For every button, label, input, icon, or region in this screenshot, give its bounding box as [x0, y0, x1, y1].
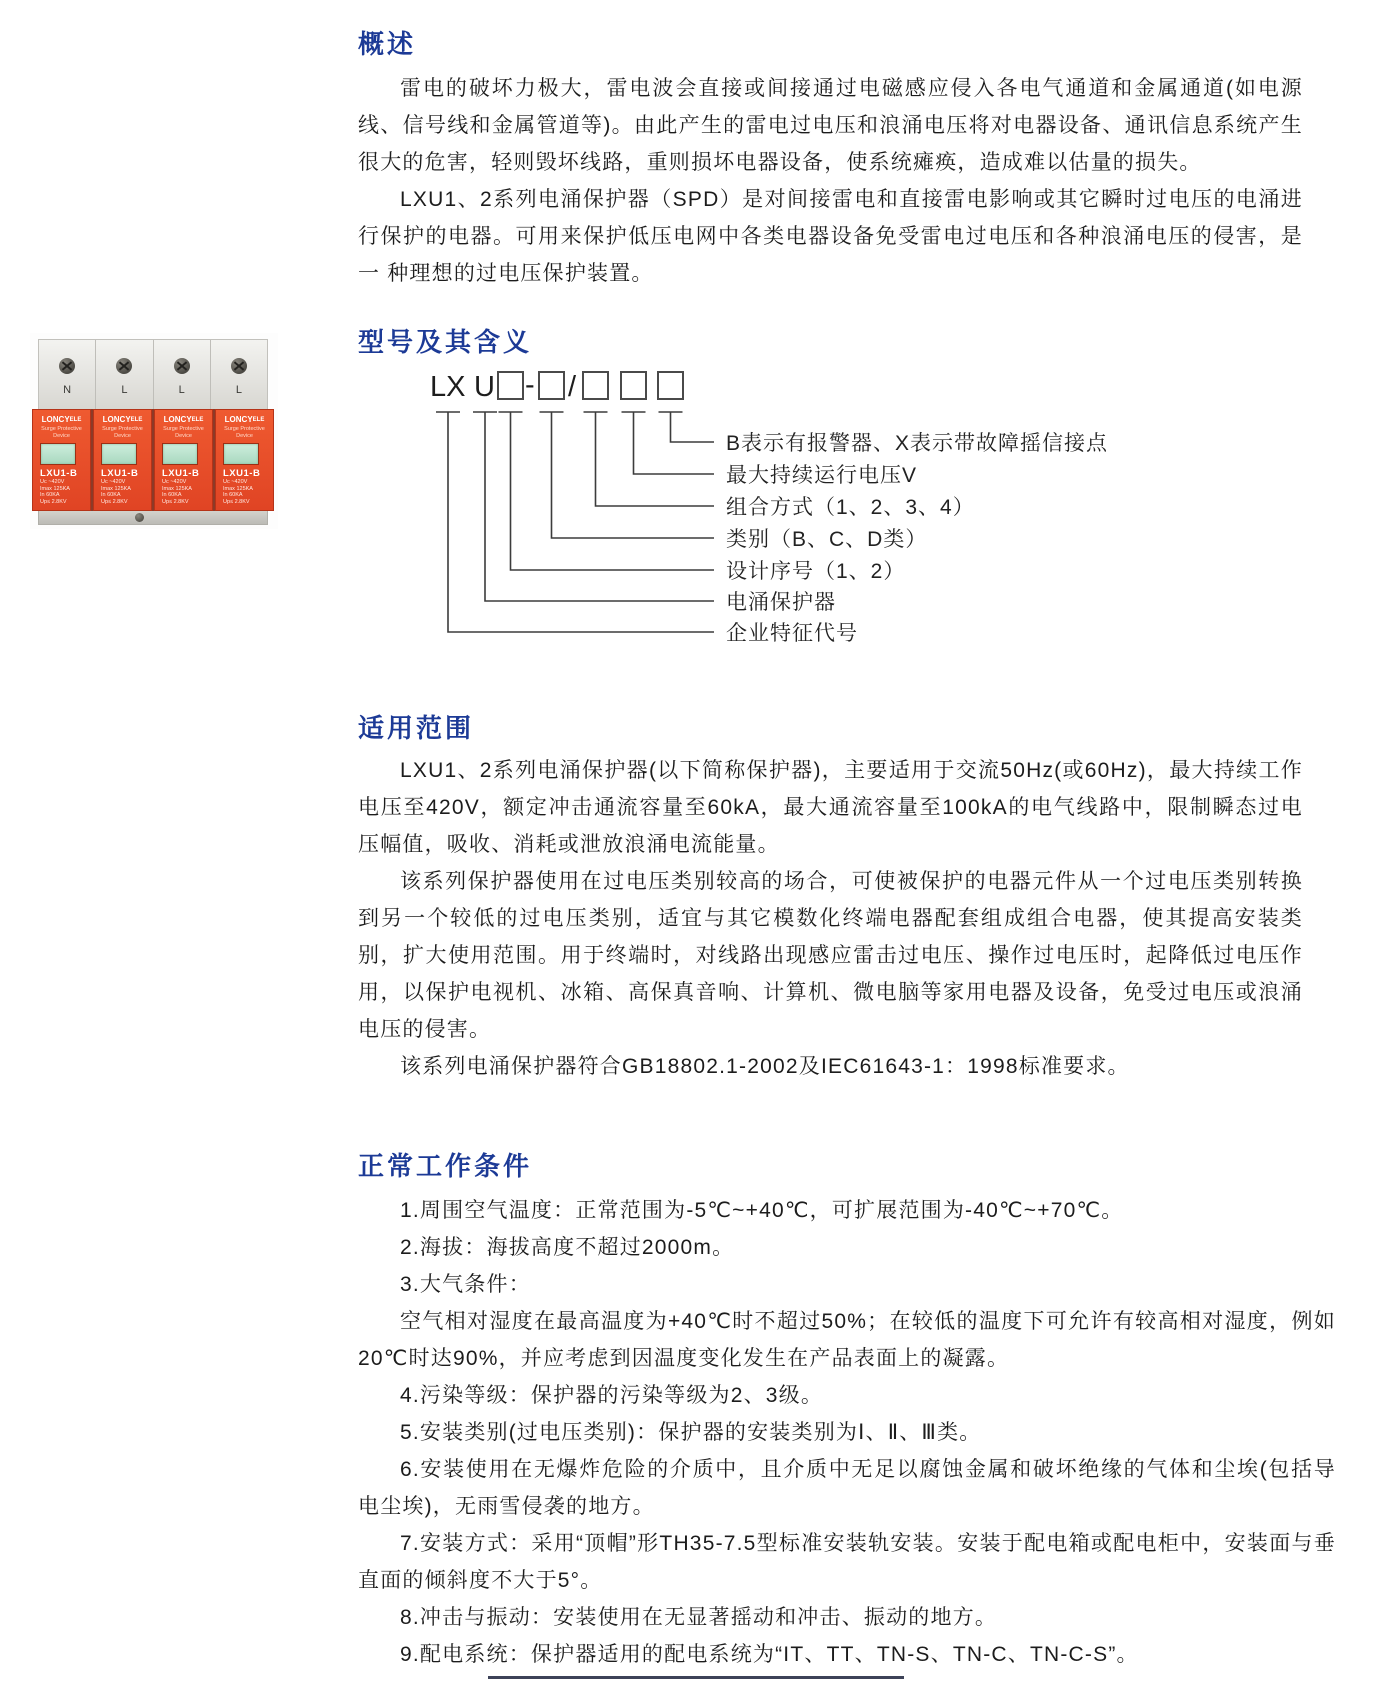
module-spec-line: In 60KA: [223, 492, 243, 498]
overview-paragraph-1: 雷电的破坏力极大，雷电波会直接或间接通过电磁感应侵入各电气通道和金属通道(如电源线、信号线和金属管道等)。由此产生的雷电过电压和浪涌电压将对电器设备、通讯信息系统产生很大的危害，轻则毁坏线路，重则损坏电器设备，使系统瘫痪，造成难以估量的损失。: [358, 77, 1303, 174]
condition-item: 9.配电系统：保护器适用的配电系统为“IT、TT、TN-S、TN-C、TN-C-S”。: [400, 1643, 1139, 1666]
base-screw-icon: [135, 513, 144, 522]
spd-module: [154, 409, 213, 511]
module-brand: LONCYELE: [224, 415, 265, 424]
spd-module: [32, 409, 91, 511]
page-bottom-rule: [488, 1676, 904, 1679]
module-spec-line: Uc ~420V: [40, 479, 65, 485]
module-spec-line: In 60KA: [101, 492, 121, 498]
overview-title: 概述: [358, 29, 417, 59]
model-code-box: [658, 372, 683, 399]
module-brand: LONCYELE: [102, 415, 143, 424]
condition-item: 7.安装方式：采用“顶帽”形TH35-7.5型标准安装轨安装。安装于配电箱或配电柜中，安装面与垂直面的倾斜度不大于5°。: [358, 1532, 1336, 1592]
module-spec-line: Imax 125KA: [223, 485, 253, 492]
module-spec-line: Up≤ 2.8KV: [223, 498, 250, 505]
module-model: LXU1-B: [162, 468, 200, 479]
condition-item: 3.大气条件：: [400, 1273, 531, 1296]
module-model: LXU1-B: [101, 468, 139, 479]
module-status-window: [101, 443, 137, 465]
condition-item: 8.冲击与振动：安装使用在无显著摇动和冲击、振动的地方。: [400, 1606, 998, 1629]
model-label-design-no: 设计序号（1、2）: [726, 560, 906, 583]
model-code-diagram: [392, 366, 1342, 658]
module-status-window: [40, 443, 76, 465]
module-spec-line: Imax 125KA: [101, 485, 131, 492]
terminal-screw-icon: [174, 358, 190, 374]
model-code-prefix: LX: [430, 371, 466, 403]
module-subtitle: Surge Protective Device: [102, 426, 143, 439]
condition-item: 空气相对湿度在最高温度为+40℃时不超过50%；在较低的温度下可允许有较高相对湿度，例如20℃时达90%，并应考虑到因温度变化发生在产品表面上的凝露。: [358, 1310, 1336, 1370]
device-base: [38, 511, 268, 525]
condition-item: 5.安装类别(过电压类别)：保护器的安装类别为Ⅰ、Ⅱ、Ⅲ类。: [400, 1421, 982, 1444]
section-overview: [358, 70, 1303, 292]
device-housing: [38, 339, 268, 409]
module-model: LXU1-B: [40, 468, 78, 479]
module-spec-line: Up≤ 2.8KV: [162, 498, 189, 505]
module-subtitle: Surge Protective Device: [224, 426, 265, 439]
module-spec-line: Imax 125KA: [162, 485, 192, 492]
module-spec-line: Uc ~420V: [101, 479, 126, 485]
terminal-screw-icon: [59, 358, 75, 374]
overview-paragraph-2: LXU1、2系列电涌保护器（SPD）是对间接雷电和直接雷电影响或其它瞬时过电压的电涌进行保护的电器。可用来保护低压电网中各类电器设备免受雷电过电压和各种浪涌电压的侵害，是一 种理想的过电压保护装置。: [358, 188, 1303, 285]
model-code-slash: /: [568, 371, 577, 403]
model-code-box: [539, 372, 564, 399]
module-brand: LONCYELE: [163, 415, 204, 424]
module-status-window: [162, 443, 198, 465]
model-code-u: U: [474, 371, 495, 403]
terminal-label: L: [121, 384, 128, 396]
terminal-screw-icon: [231, 358, 247, 374]
module-spec-line: In 60KA: [40, 492, 60, 498]
model-connector-lines: [436, 412, 714, 632]
module-status-window: [223, 443, 259, 465]
scope-paragraph-2: 该系列保护器使用在过电压类别较高的场合，可使被保护的电器元件从一个过电压类别转换到另一个较低的过电压类别，适宜与其它模数化终端电器配套组成组合电器，使其提高安装类别，扩大使用范围。用于终端时，对线路出现感应雷击过电压、操作过电压时，起降低过电压作用，以保护电视机、冰箱、高保真音响、计算机、微电脑等家用电器及设备，免受过电压或浪涌电压的侵害。: [358, 870, 1303, 1041]
spd-module: [215, 409, 274, 511]
section-scope: [358, 752, 1303, 1085]
terminal-label: L: [235, 384, 242, 396]
terminal-screw-icon: [116, 358, 132, 374]
product-photo: [30, 333, 278, 529]
terminal-cell: [96, 340, 153, 409]
condition-item: 1.周围空气温度：正常范围为-5℃~+40℃，可扩展范围为-40℃~+70℃。: [400, 1199, 1124, 1222]
model-label-enterprise: 企业特征代号: [726, 622, 858, 645]
scope-paragraph-1: LXU1、2系列电涌保护器(以下简称保护器)，主要适用于交流50Hz(或60Hz)，最大持续工作电压至420V，额定冲击通流容量至60kA，最大通流容量至100kA的电气线路中，限制瞬态过电压幅值，吸收、消耗或泄放浪涌电流能量。: [358, 759, 1303, 856]
scope-paragraph-3: 该系列电涌保护器符合GB18802.1-2002及IEC61643-1：1998标准要求。: [400, 1055, 1130, 1078]
section-conditions: [358, 1192, 1336, 1673]
model-label-combination: 组合方式（1、2、3、4）: [726, 496, 975, 519]
model-label-alarm: B表示有报警器、X表示带故障摇信接点: [726, 432, 1109, 455]
module-spec-line: Up≤ 2.8KV: [40, 498, 67, 505]
model-code-box: [583, 372, 608, 399]
condition-item: 2.海拔：海拔高度不超过2000m。: [400, 1236, 735, 1259]
model-label-spd: 电涌保护器: [726, 591, 836, 614]
module-spec-line: Uc ~420V: [162, 479, 187, 485]
conditions-title: 正常工作条件: [358, 1151, 533, 1181]
terminal-cell: [39, 340, 96, 409]
module-spec-line: Imax 125KA: [40, 485, 70, 492]
module-row: [32, 409, 274, 511]
module-spec-line: In 60KA: [162, 492, 182, 498]
terminal-label: N: [63, 384, 72, 396]
module-brand: LONCYELE: [41, 415, 82, 424]
terminal-label: L: [178, 384, 185, 396]
scope-title: 适用范围: [358, 713, 475, 743]
model-label-class: 类别（B、C、D类）: [726, 528, 928, 551]
model-code-dash: -: [525, 369, 535, 401]
module-spec-line: Uc ~420V: [223, 479, 248, 485]
spd-device: [32, 339, 274, 525]
model-label-voltage: 最大持续运行电压V: [726, 464, 918, 487]
condition-item: 4.污染等级：保护器的污染等级为2、3级。: [400, 1384, 824, 1407]
spd-module: [93, 409, 152, 511]
module-subtitle: Surge Protective Device: [41, 426, 82, 439]
module-subtitle: Surge Protective Device: [163, 426, 204, 439]
module-model: LXU1-B: [223, 468, 261, 479]
condition-item: 6.安装使用在无爆炸危险的介质中，且介质中无足以腐蚀金属和破坏绝缘的气体和尘埃(包括导电尘埃)，无雨雪侵袭的地方。: [358, 1458, 1336, 1518]
terminal-cell: [154, 340, 211, 409]
terminal-cell: [211, 340, 267, 409]
module-spec-line: Up≤ 2.8KV: [101, 498, 128, 505]
model-code-box: [498, 372, 523, 399]
model-code-box: [621, 372, 646, 399]
model-title: 型号及其含义: [358, 327, 533, 357]
